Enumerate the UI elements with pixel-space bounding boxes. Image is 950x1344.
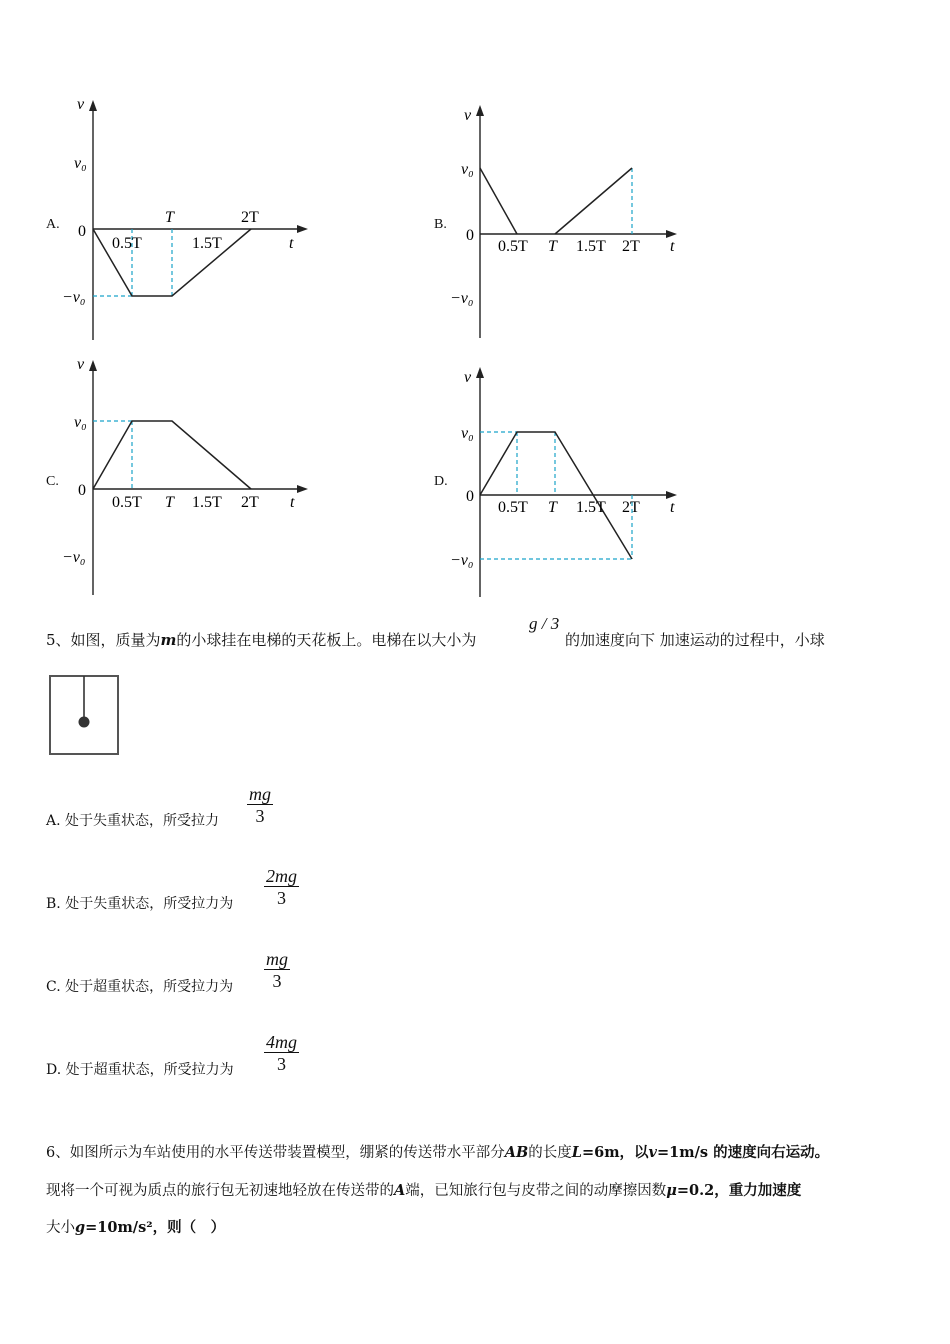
q5-prefix: 5、如图，质量为 (46, 631, 161, 649)
q6-line-2 (46, 1179, 801, 1200)
graph-b-y-label: v (464, 107, 472, 124)
graph-c-tick-t: T (165, 494, 174, 511)
graph-c-tick-05t: 0.5T (112, 494, 142, 511)
q5-suffix: 的加速度向下 加速运动的过程中，小球 (565, 631, 825, 649)
graph-a-tick-15t: 1.5T (192, 235, 222, 252)
q6-line2-b: 端，已知旅行包与皮带之间的动摩擦因数 (405, 1183, 667, 1199)
q5-option-c: C. 处于超重状态，所受拉力为 (46, 979, 234, 995)
q5-option-c-num: mg (266, 949, 288, 969)
graph-d-option: D. (434, 474, 448, 489)
graph-d-tick-15t: 1.5T (576, 499, 606, 516)
graph-c-tick-2t: 2T (241, 494, 259, 511)
q6-var-l: L (571, 1144, 582, 1161)
graph-d (440, 362, 700, 602)
graph-a-y-label: v (77, 96, 85, 113)
q5-option-a-fraction (247, 784, 273, 827)
graph-b-origin: 0 (466, 227, 474, 244)
graph-a-origin: 0 (78, 223, 86, 240)
q6-var-a: A (394, 1182, 406, 1199)
graph-b-t-label: t (670, 238, 675, 255)
graph-d-origin: 0 (466, 488, 474, 505)
q6-line-1 (46, 1141, 829, 1162)
graph-b-tick-t: T (548, 238, 557, 255)
graph-b-tick-2t: 2T (622, 238, 640, 255)
q5-option-a-num: mg (249, 784, 271, 804)
graph-c-option: C. (46, 474, 59, 489)
q5-option-b-num: 2mg (266, 866, 297, 886)
graph-c-neg-v0: −v₀ (62, 549, 86, 566)
q6-var-g: g (75, 1219, 86, 1236)
graph-b-line-2 (555, 168, 632, 234)
q5-option-c-den: 3 (272, 971, 282, 991)
q6-var-v: v (648, 1144, 657, 1161)
graph-c-tick-15t: 1.5T (192, 494, 222, 511)
q5-option-d-fraction (264, 1032, 299, 1075)
graph-b-neg-v0: −v₀ (450, 290, 474, 307)
q6-line2-c: =0.2，重力加速度 (676, 1182, 802, 1199)
q5-accel: g / 3 (529, 614, 560, 633)
q5-option-b-den: 3 (277, 888, 286, 908)
q6-line1-c: =6m，以 (581, 1144, 649, 1161)
graph-c-t-label: t (290, 494, 295, 511)
graph-c (40, 355, 320, 600)
q6-var-mu: μ (666, 1182, 677, 1199)
graph-b (440, 100, 700, 345)
q6-line3-a: 大小 (46, 1220, 75, 1236)
q6-var-ab: AB (504, 1144, 529, 1161)
q5-option-a: A. 处于失重状态，所受拉力 (46, 813, 220, 829)
graph-d-tick-05t: 0.5T (498, 499, 528, 516)
graph-b-tick-15t: 1.5T (576, 238, 606, 255)
graph-d-tick-2t: 2T (622, 499, 640, 516)
q5-var-m: m (160, 631, 177, 649)
graph-c-y-label: v (77, 356, 85, 373)
q5-mid: 的小球挂在电梯的天花板上。电梯在以大小为 (176, 631, 477, 649)
q6-line1-b: 的长度 (528, 1145, 572, 1161)
q5-option-d-den: 3 (277, 1054, 286, 1074)
q6-line2-a: 现将一个可视为质点的旅行包无初速地轻放在传送带的 (46, 1183, 394, 1199)
graph-a-tick-2t: 2T (241, 209, 259, 226)
graph-a-tick-05t: 0.5T (112, 235, 142, 252)
graph-b-v0: v₀ (461, 161, 474, 178)
graph-a-v0: v₀ (74, 155, 87, 172)
graph-d-neg-v0: −v₀ (450, 552, 474, 569)
q6-line-3 (46, 1216, 225, 1237)
ball-icon (79, 717, 90, 728)
graph-c-v0: v₀ (74, 414, 87, 431)
q5-stem (46, 629, 476, 650)
graph-b-line-1 (480, 168, 517, 234)
graph-c-origin: 0 (78, 482, 86, 499)
graph-a (40, 95, 320, 345)
graph-a-tick-t: T (165, 209, 174, 226)
q5-option-d-num: 4mg (266, 1032, 297, 1052)
graph-b-tick-05t: 0.5T (498, 238, 528, 255)
graph-b-option: B. (434, 217, 447, 232)
graph-d-t-label: t (670, 499, 675, 516)
elevator-figure (48, 674, 122, 758)
q5-option-b-fraction (264, 866, 299, 909)
q5-option-c-fraction (264, 949, 290, 992)
graph-a-t-label: t (289, 235, 294, 252)
q6-line1-a: 6、如图所示为车站使用的水平传送带装置模型，绷紧的传送带水平部分 (46, 1145, 505, 1161)
graph-a-option: A. (46, 217, 60, 232)
q5-option-b: B. 处于失重状态，所受拉力为 (46, 896, 234, 912)
q6-line3-b: =10m/s²，则（ ） (85, 1219, 226, 1236)
graph-d-tick-t: T (548, 499, 557, 516)
graph-c-line (93, 421, 251, 489)
graph-d-v0: v₀ (461, 425, 474, 442)
q6-line1-d: =1m/s 的速度向右运动。 (656, 1144, 830, 1161)
graph-d-y-label: v (464, 369, 472, 386)
graph-a-neg-v0: −v₀ (62, 289, 86, 306)
q5-option-d: D. 处于超重状态，所受拉力为 (46, 1062, 234, 1078)
q5-option-a-den: 3 (255, 806, 265, 826)
